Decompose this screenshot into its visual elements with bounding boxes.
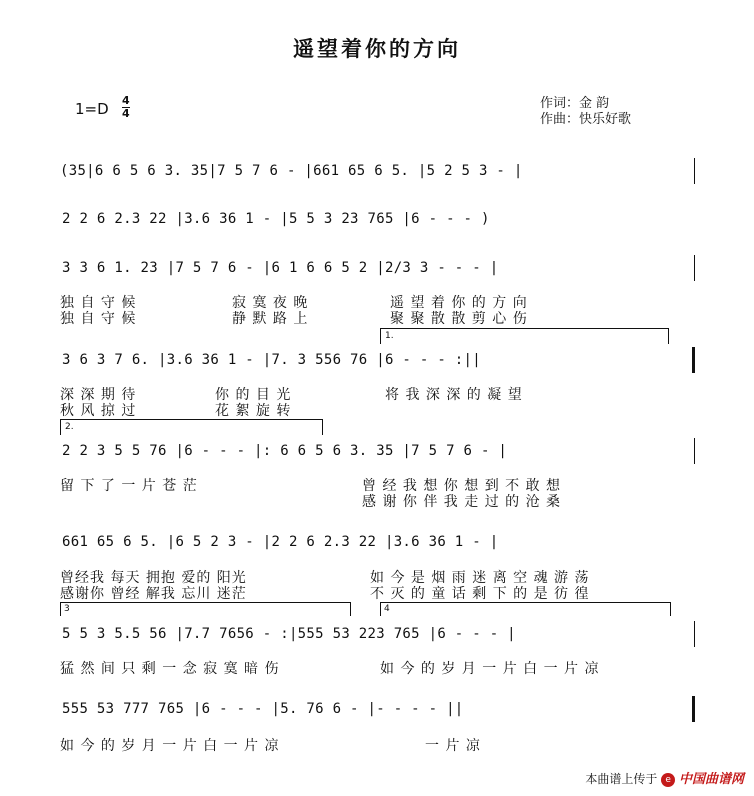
volta-3-bracket-edge (350, 602, 351, 616)
barline (694, 158, 695, 184)
lyric-r3v1-a: 独 自 守 候 (60, 295, 137, 311)
score-row-8: 555 53 777 765 |6 - - - |5. 76 6 - |- - - - || (62, 701, 464, 717)
score-row-1: (35|6 6 5 6 3. 35|7 5 7 6 - |661 65 6 5. |5 2 5 3 - | (60, 163, 523, 179)
footer-text: 本曲谱上传于 (585, 772, 658, 786)
footer-credit (585, 768, 744, 787)
lyric-r7v1-a: 猛 然 间 只 剩 一 念 寂 寞 暗 伤 (60, 661, 280, 677)
volta-3-bracket (60, 602, 350, 603)
time-signature (122, 95, 130, 120)
lyricist-credit: 作词：金 韵 (540, 96, 610, 111)
volta-4-bracket (380, 602, 670, 603)
lyric-r3v2-c: 聚 聚 散 散 剪 心 伤 (390, 311, 528, 327)
lyric-r8v1-b: 一 片 凉 (425, 738, 481, 754)
time-signature-bottom: 4 (122, 107, 130, 120)
volta-4-bracket-edge (670, 602, 671, 616)
lyric-r5v1-a: 留 下 了 一 片 苍 茫 (60, 478, 198, 494)
site-logo-icon: e (661, 773, 675, 787)
lyric-r4v2-a: 秋 风 掠 过 (60, 403, 137, 419)
score-row-6: 661 65 6 5. |6 5 2 3 - |2 2 6 2.3 22 |3.6 36 1 - | (62, 534, 499, 550)
key-signature: 1=D (75, 100, 109, 118)
barline (694, 438, 695, 464)
time-signature-top: 4 (122, 94, 130, 107)
volta-2-bracket (60, 419, 322, 420)
volta-3-bracket-edge (60, 602, 61, 616)
volta-4-label: 4 (384, 604, 390, 614)
final-barline (692, 696, 695, 722)
volta-1-bracket-edge (380, 328, 381, 344)
lyric-r3v2-a: 独 自 守 候 (60, 311, 137, 327)
score-row-5: 2 2 3 5 5 76 |6 - - - |: 6 6 5 6 3. 35 |7 5 7 6 - | (62, 443, 508, 459)
lyric-r7v1-b: 如 今 的 岁 月 一 片 白 一 片 凉 (380, 661, 600, 677)
lyric-r3v1-b: 寂 寞 夜 晚 (232, 295, 309, 311)
lyric-r4v1-a: 深 深 期 待 (60, 387, 137, 403)
lyric-r6v1-b: 如 今 是 烟 雨 迷 离 空 魂 游 荡 (370, 570, 590, 586)
lyric-r8v1-a: 如 今 的 岁 月 一 片 白 一 片 凉 (60, 738, 280, 754)
volta-2-label: 2. (65, 422, 74, 432)
lyric-r6v2-a: 感谢你 曾经 解我 忘川 迷茫 (60, 586, 247, 602)
song-title: 遥望着你的方向 (293, 37, 461, 61)
barline (694, 621, 695, 647)
composer-credit: 作曲：快乐好歌 (540, 112, 632, 127)
lyric-r6v2-b: 不 灭 的 童 话 剩 下 的 是 彷 徨 (370, 586, 590, 602)
lyric-r3v2-b: 静 默 路 上 (232, 311, 309, 327)
repeat-barline (692, 347, 695, 373)
volta-3-label: 3 (64, 604, 70, 614)
score-row-4: 3 6 3 7 6. |3.6 36 1 - |7. 3 556 76 |6 - - - :|| (62, 352, 481, 368)
score-row-7: 5 5 3 5.5 56 |7.7 7656 - :|555 53 223 765 |6 - - - | (62, 626, 516, 642)
volta-4-bracket-edge (380, 602, 381, 616)
volta-2-bracket-edge (60, 419, 61, 435)
volta-1-bracket (380, 328, 668, 329)
lyric-r5v1-b: 曾 经 我 想 你 想 到 不 敢 想 (362, 478, 562, 494)
score-row-2: 2 2 6 2.3 22 |3.6 36 1 - |5 5 3 23 765 |6 - - - ) (62, 211, 490, 227)
barline (694, 255, 695, 281)
lyric-r6v1-a: 曾经我 每天 拥抱 爱的 阳光 (60, 570, 247, 586)
lyric-r4v2-b: 花 絮 旋 转 (215, 403, 292, 419)
volta-2-bracket-edge (322, 419, 323, 435)
site-name[interactable]: 中国曲谱网 (678, 772, 744, 787)
volta-1-label: 1. (385, 331, 394, 341)
lyric-r3v1-c: 遥 望 着 你 的 方 向 (390, 295, 528, 311)
score-row-3: 3 3 6 1. 23 |7 5 7 6 - |6 1 6 6 5 2 |2/3 3 - - - | (62, 260, 499, 276)
volta-1-bracket-edge (668, 328, 669, 344)
lyric-r4v1-b: 你 的 目 光 (215, 387, 292, 403)
lyric-r4v1-c: 将 我 深 深 的 凝 望 (385, 387, 523, 403)
lyric-r5v2-a: 感 谢 你 伴 我 走 过 的 沧 桑 (362, 494, 562, 510)
